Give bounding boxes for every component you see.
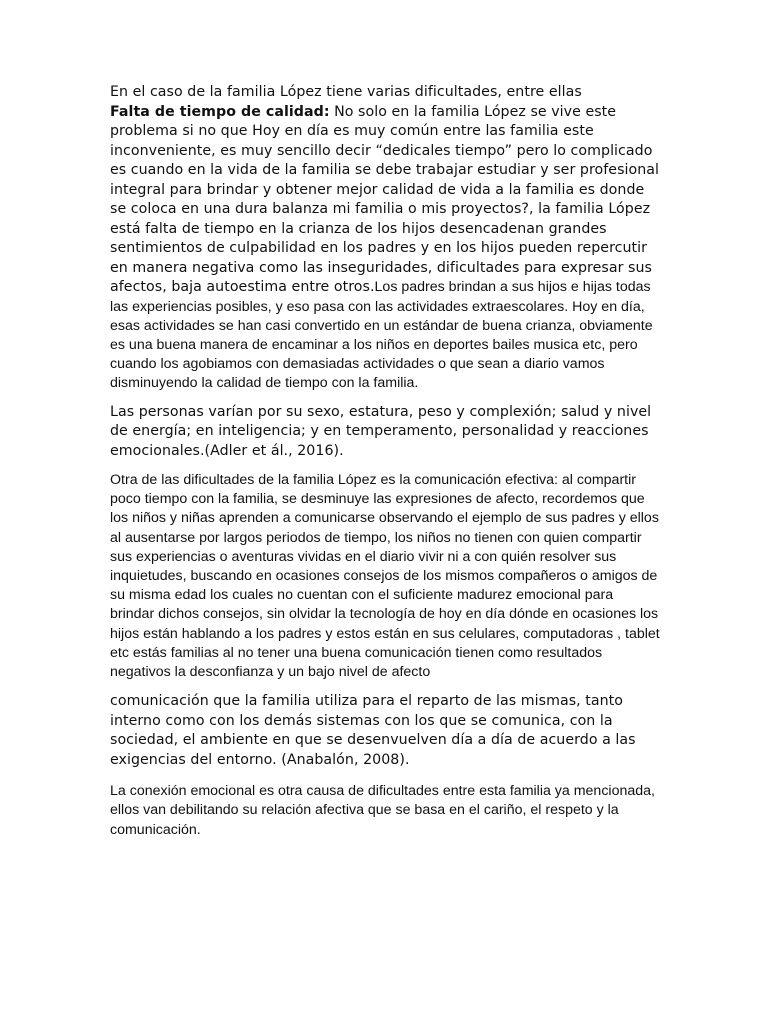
section-heading-quality-time: Falta de tiempo de calidad: [110, 103, 330, 120]
paragraph-difficulties [110, 83, 660, 394]
paragraph-communication-quote: comunicación que la familia utiliza para el reparto de las mismas, tanto interno como con los demás sistemas con los que se comunica, con la sociedad, el ambiente en que se desenvuelven día a día de acuerdo a las exigencias del entorno. (Anabalón, 2008). [110, 693, 636, 768]
paragraph-body-text: No solo en la familia López se vive este problema si no que Hoy en día es muy común entre las familia este inconveniente, es muy sencillo decir “dedicales tiempo” pero lo complicado es cuando en la vida de la familia se debe trabajar estudiar y ser profesional integral para brindar y obtener mejor calidad de vida a la familia es donde se coloca en una dura balanza mi familia o mis proyectos?, la familia López está falta de tiempo en la crianza de los hijos desencadenan grandes sentimientos de culpabilidad en los padres y en los hijos pueden repercutir en manera negativa como las inseguridades, dificultades para expresar sus afectos, baja autoestima entre otros. [110, 103, 660, 295]
paragraph-intro-text: En el caso de la familia López tiene varias dificultades, entre ellas [110, 84, 582, 100]
document-page [110, 83, 660, 840]
paragraph-communication: Otra de las dificultades de la familia López es la comunicación efectiva: al compartir poco tiempo con la familia, se desminuye las expresiones de afecto, recordemos que los niños y niñas aprenden a comunicarse observando el ejemplo de sus padres y ellos al ausentarse por largos periodos de tiempo, los niños no tienen con quien compartir sus experiencias o aventuras vividas en el diario vivir ni a con quién resolver sus inquietudes, buscando en ocasiones consejos de los mismos compañeros o amigos de su misma edad los cuales no cuentan con el suficiente madurez emocional para brindar dichos consejos, sin olvidar la tecnología de hoy en día dónde en ocasiones los hijos están hablando a los padres y estos están en sus celulares, computadoras , tablet etc estás familias al no tener una buena comunicación tienen como resultados negativos la desconfianza y un bajo nivel de afecto [110, 472, 660, 681]
paragraph-body-text-continued: Los padres brindan a sus hijos e hijas todas las experiencias posibles, y eso pasa con las actividades extraescolares. Hoy en día, esas actividades se han casi convertido en un estándar de buena crianza, obviamente es una buena manera de encaminar a los niños en deportes bailes musica etc, pero cuando los agobiamos con demasiadas actividades o que sean a diario vamos disminuyendo la calidad de tiempo con la familia. [110, 279, 653, 392]
paragraph-emotional-connection: La conexión emocional es otra causa de dificultades entre esta familia ya mencionada, ellos van debilitando su relación afectiva que se basa en el cariño, el respeto y la comunicación. [110, 783, 655, 838]
paragraph-individual-differences: Las personas varían por su sexo, estatura, peso y complexión; salud y nivel de energía; en inteligencia; y en temperamento, personalidad y reacciones emocionales.(Adler et ál., 2016). [110, 403, 652, 459]
